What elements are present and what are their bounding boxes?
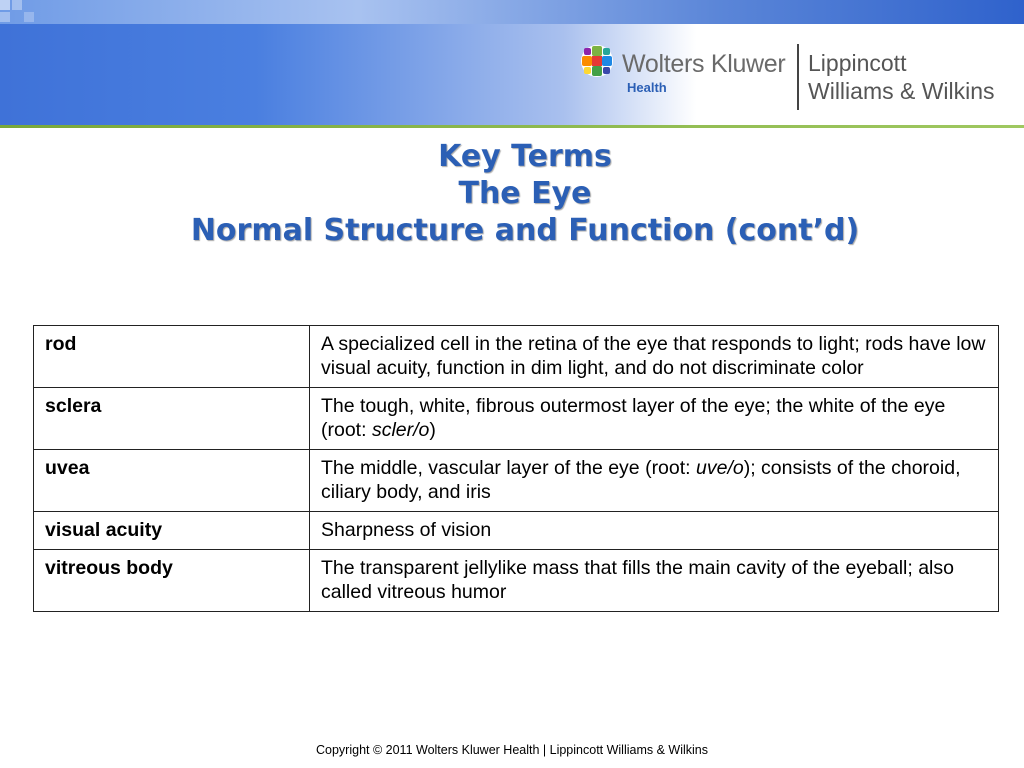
definition-root-text: scler/o bbox=[371, 419, 430, 441]
title-line-the-eye: The Eye bbox=[458, 176, 592, 211]
header-corner-squares bbox=[0, 0, 40, 24]
table-row bbox=[34, 326, 999, 388]
definition-text: ) bbox=[429, 419, 436, 441]
title-line-section: Normal Structure and Function (cont’d) bbox=[190, 213, 860, 248]
definition-text: Sharpness of vision bbox=[321, 519, 492, 541]
definition-cell bbox=[310, 512, 999, 550]
header-top-stripe bbox=[0, 0, 1024, 24]
logo-division-text: Health bbox=[627, 80, 667, 95]
definition-text: ); consists of the choroid, ciliary body, and iris bbox=[321, 457, 961, 503]
header-green-rule bbox=[0, 125, 1024, 128]
term-cell: visual acuity bbox=[34, 512, 310, 550]
table-row bbox=[34, 512, 999, 550]
logo-publisher-line2: Williams & Wilkins bbox=[808, 78, 995, 104]
logo-brand-text: Wolters Kluwer bbox=[622, 50, 786, 78]
definition-text: The middle, vascular layer of the eye (root: bbox=[321, 457, 697, 479]
definition-text: A specialized cell in the retina of the eye that responds to light; rods have low visual acuity, function in dim light, and do not discriminate color bbox=[321, 333, 986, 379]
wolters-kluwer-mark-icon bbox=[580, 44, 614, 78]
definition-cell bbox=[310, 326, 999, 388]
definition-cell bbox=[310, 388, 999, 450]
table-row bbox=[34, 550, 999, 612]
logo-divider bbox=[797, 44, 799, 110]
table-row bbox=[34, 388, 999, 450]
term-cell: rod bbox=[34, 326, 310, 388]
copyright-footer: Copyright © 2011 Wolters Kluwer Health | Lippincott Williams & Wilkins bbox=[316, 743, 708, 757]
term-cell: sclera bbox=[34, 388, 310, 450]
table-row bbox=[34, 450, 999, 512]
definition-cell bbox=[310, 550, 999, 612]
key-terms-table bbox=[33, 325, 999, 612]
title-line-key-terms: Key Terms bbox=[438, 139, 612, 174]
definition-text: The tough, white, fibrous outermost layer of the eye; the white of the eye (root: bbox=[321, 395, 946, 441]
definition-text: The transparent jellylike mass that fills the main cavity of the eyeball; also called vitreous humor bbox=[321, 557, 954, 603]
publisher-logo bbox=[580, 42, 1020, 114]
logo-publisher-line1: Lippincott bbox=[808, 50, 907, 76]
term-cell: vitreous body bbox=[34, 550, 310, 612]
definition-root-text: uve/o bbox=[696, 457, 744, 479]
definition-cell bbox=[310, 450, 999, 512]
slide-title bbox=[0, 138, 1024, 249]
term-cell: uvea bbox=[34, 450, 310, 512]
